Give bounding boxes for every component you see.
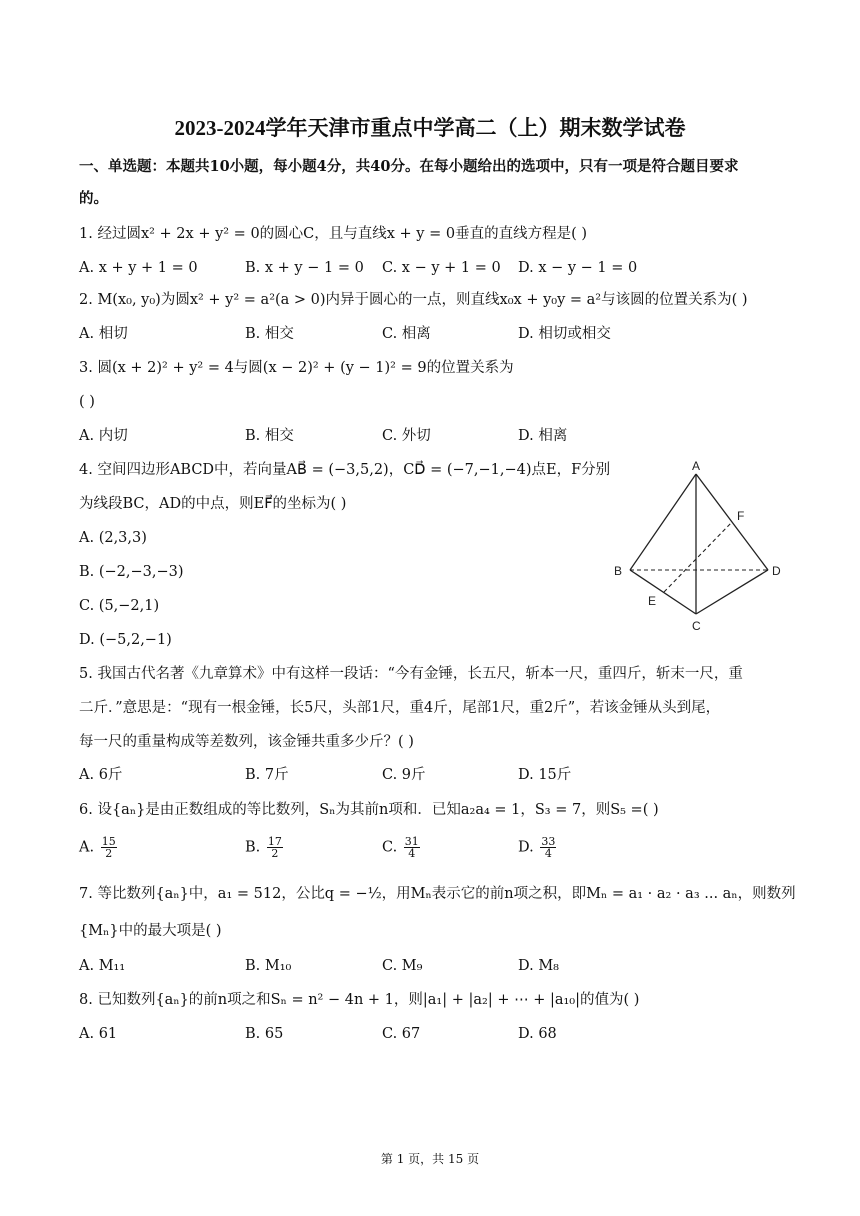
fraction (101, 836, 117, 859)
question-3-text: 3. 圆(x + 2)² + y² = 4与圆(x − 2)² + (y − 1)² = 9的位置关系为 (79, 360, 514, 376)
question-2-text: 2. M(x₀, y₀)为圆x² + y² = a²(a > 0)内异于圆心的一点，则直线x₀x + y₀y = a²与该圆的位置关系为( ) (79, 292, 748, 308)
option-d: D. 相切或相交 (518, 326, 611, 342)
question-6-text: 6. 设{aₙ}是由正数组成的等比数列，Sₙ为其前n项和．已知a₂a₄ = 1，S₃ = 7，则S₅ =( ) (79, 802, 659, 818)
option-c: C. 外切 (382, 428, 431, 444)
option-a: A. 内切 (79, 428, 128, 444)
question-5-text-cont2: 每一尺的重量构成等差数列，该金锤共重多少斤？( ) (79, 734, 414, 750)
option-d (518, 836, 556, 859)
numerator: 15 (101, 835, 116, 848)
question-7-text: 7. 等比数列{aₙ}中，a₁ = 512，公比q = −½，用Mₙ表示它的前n项之积，即Mₙ = a₁ · a₂ · a₃ ... aₙ，则数列 (79, 886, 796, 902)
question-3-options (79, 426, 779, 446)
question-5-text: 5. 我国古代名著《九章算术》中有这样一段话：“今有金锤，长五尺，斩本一尺，重四斤，斩末一尺，重 (79, 666, 743, 682)
denominator: 4 (408, 847, 416, 860)
question-4-option-d: D. (−5,2,−1) (79, 632, 172, 648)
option-a: A. 6斤 (79, 767, 123, 783)
point-label-f: F (737, 509, 745, 523)
option-label: C. (382, 839, 398, 856)
option-a (79, 836, 117, 859)
vertex-label-b: B (614, 564, 623, 578)
option-d: D. M₈ (518, 958, 559, 974)
option-c: C. x − y + 1 = 0 (382, 260, 501, 276)
option-d: D. 相离 (518, 428, 568, 444)
option-b: B. x + y − 1 = 0 (245, 260, 364, 276)
option-a: A. M₁₁ (79, 958, 126, 974)
fraction (540, 836, 556, 859)
section-heading: 一、单选题：本题共10小题，每小题4分，共40分。在每小题给出的选项中，只有一项是符合题目要求 (79, 158, 739, 175)
vertex-label-c: C (692, 619, 701, 633)
option-label: B. (245, 839, 261, 856)
vertex-label-a: A (692, 459, 701, 473)
question-2-options (79, 324, 779, 344)
question-6-options (79, 835, 779, 860)
option-a: A. 61 (79, 1026, 118, 1042)
option-c: C. 67 (382, 1026, 421, 1042)
question-1-text: 1. 经过圆x² + 2x + y² = 0的圆心C，且与直线x + y = 0垂直的直线方程是( ) (79, 226, 588, 242)
question-8-options (79, 1024, 779, 1044)
question-7-options (79, 956, 779, 976)
denominator: 4 (544, 847, 552, 860)
question-8-text: 8. 已知数列{aₙ}的前n项之和Sₙ = n² − 4n + 1，则|a₁| + |a₂| + ⋯ + |a₁₀|的值为( ) (79, 992, 640, 1008)
option-c (382, 836, 420, 859)
question-7-text-cont: {Mₙ}中的最大项是( ) (79, 923, 222, 939)
section-heading-cont: 的。 (79, 190, 108, 207)
fraction (404, 836, 420, 859)
question-3-text-cont: ( ) (79, 394, 95, 410)
question-5-text-cont: 二斤．”意思是：“现有一根金锤，长5尺，头部1尺，重4斤，尾部1尺，重2斤”，若该金锤从头到尾， (79, 700, 721, 716)
question-5-options (79, 765, 779, 785)
option-a: A. x + y + 1 = 0 (79, 260, 198, 276)
tetrahedron-figure (608, 458, 788, 636)
question-4-option-a: A. (2,3,3) (79, 530, 147, 546)
numerator: 33 (541, 835, 556, 848)
option-d: D. 15斤 (518, 767, 572, 783)
question-1-options (79, 258, 779, 278)
option-c: C. 9斤 (382, 767, 426, 783)
option-c: C. 相离 (382, 326, 431, 342)
exam-title: 2023-2024学年天津市重点中学高二（上）期末数学试卷 (174, 116, 686, 140)
question-4-option-b: B. (−2,−3,−3) (79, 564, 184, 580)
question-4-text-cont: 为线段BC，AD的中点，则EF⃗的坐标为( ) (79, 496, 347, 512)
question-4-text: 4. 空间四边形ABCD中，若向量AB⃗ = (−3,5,2)，CD⃗ = (−7,−1,−4)点E，F分别 (79, 462, 611, 478)
denominator: 2 (105, 847, 113, 860)
option-b: B. M₁₀ (245, 958, 292, 974)
option-c: C. M₉ (382, 958, 423, 974)
question-4-option-c: C. (5,−2,1) (79, 598, 160, 614)
numerator: 17 (267, 835, 282, 848)
numerator: 31 (404, 835, 419, 848)
option-b: B. 65 (245, 1026, 284, 1042)
page-footer: 第 1 页，共 15 页 (380, 1152, 480, 1166)
option-d: D. x − y − 1 = 0 (518, 260, 638, 276)
option-b: B. 7斤 (245, 767, 289, 783)
option-b: B. 相交 (245, 428, 294, 444)
denominator: 2 (271, 847, 279, 860)
option-label: A. (79, 839, 95, 856)
vertex-label-d: D (772, 564, 781, 578)
point-label-e: E (648, 594, 657, 608)
option-label: D. (518, 839, 534, 856)
option-d: D. 68 (518, 1026, 557, 1042)
option-b: B. 相交 (245, 326, 294, 342)
fraction (267, 836, 283, 859)
option-b (245, 836, 283, 859)
option-a: A. 相切 (79, 326, 128, 342)
